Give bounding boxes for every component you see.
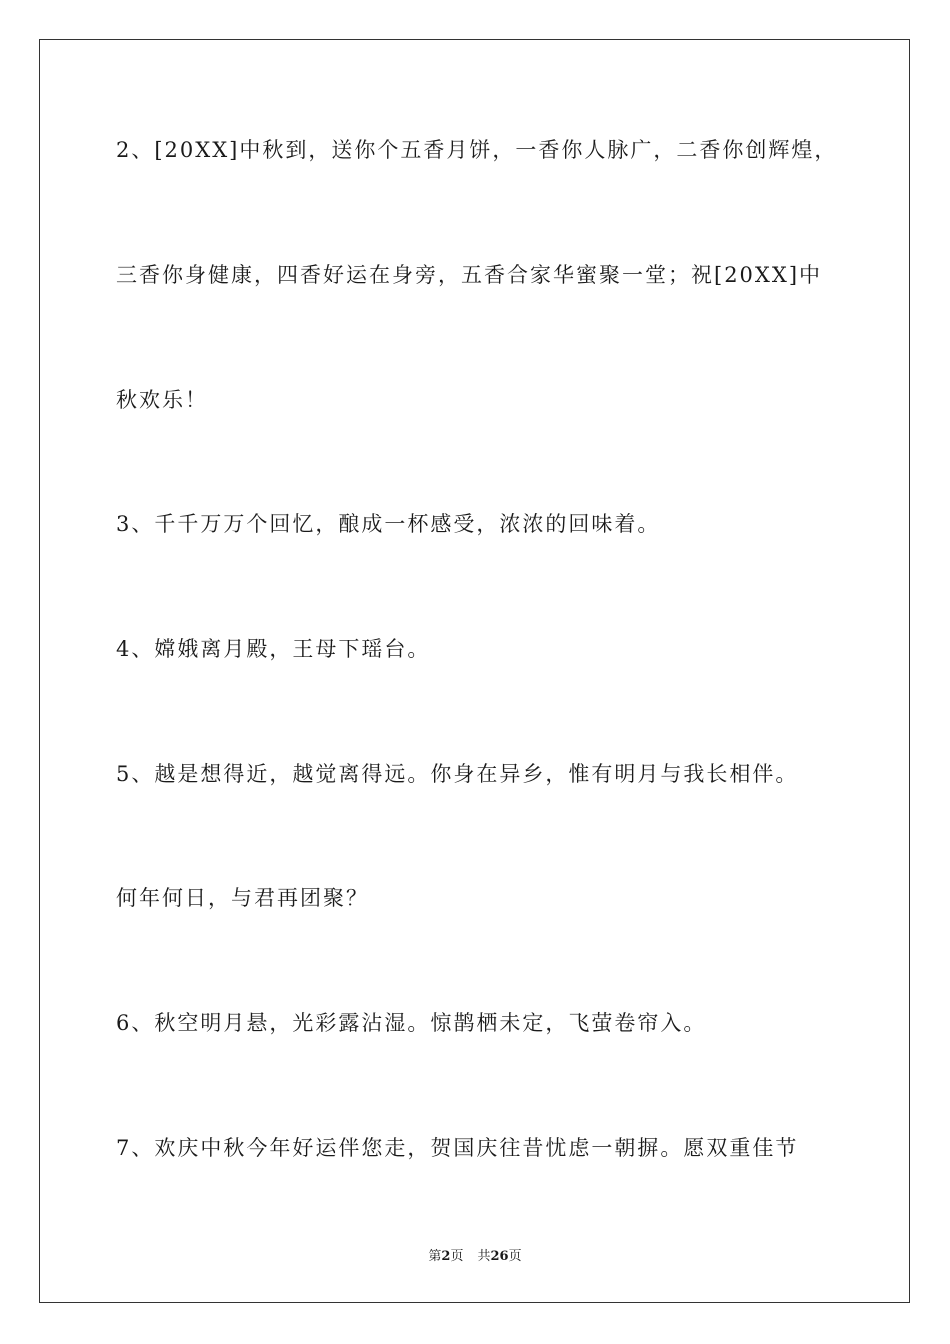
text-line-1: 2、[20XX]中秋到，送你个五香月饼，一香你人脉广，二香你创辉煌， — [116, 138, 838, 162]
text-line-5: 4、嫦娥离月殿，王母下瑶台。 — [116, 637, 431, 661]
text-line-4: 3、千千万万个回忆，酿成一杯感受，浓浓的回味着。 — [116, 512, 661, 536]
text-line-3: 秋欢乐！ — [116, 388, 208, 412]
total-suffix: 页 — [508, 1249, 522, 1264]
page-suffix: 页 — [450, 1249, 464, 1264]
page-footer — [0, 1248, 950, 1266]
text-line-8: 6、秋空明月悬，光彩露沾湿。惊鹊栖未定，飞萤卷帘入。 — [116, 1011, 707, 1035]
page-border — [39, 39, 910, 1303]
text-line-6: 5、越是想得近，越觉离得远。你身在异乡，惟有明月与我长相伴。 — [116, 762, 799, 786]
page-prefix: 第 — [428, 1249, 442, 1264]
text-line-7: 何年何日，与君再团聚？ — [116, 886, 369, 910]
text-line-2: 三香你身健康，四香好运在身旁，五香合家华蜜聚一堂；祝[20XX]中 — [116, 263, 823, 287]
total-pages: 26 — [490, 1249, 509, 1264]
text-line-9: 7、欢庆中秋今年好运伴您走，贺国庆往昔忧虑一朝摒。愿双重佳节 — [116, 1136, 799, 1160]
page-number: 2 — [441, 1249, 451, 1264]
total-prefix: 共 — [477, 1249, 491, 1264]
